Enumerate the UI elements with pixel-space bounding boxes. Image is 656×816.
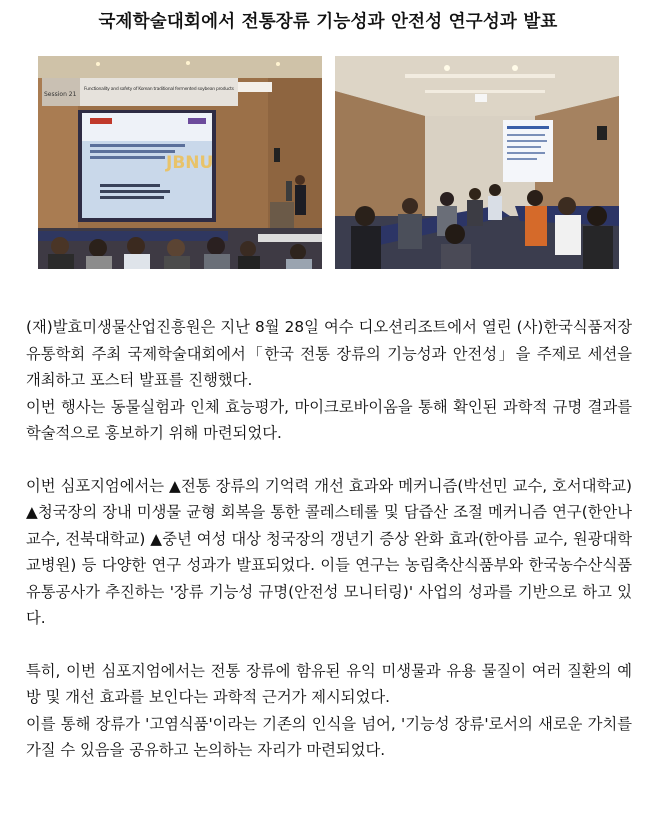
- article-body: [26, 314, 632, 764]
- paragraph-2: 이번 행사는 동물실험과 인체 효능평가, 마이크로바이옴을 통해 확인된 과학적 규명 결과를 학술적으로 홍보하기 위해 마련되었다.: [26, 397, 632, 442]
- paragraph-4: 특히, 이번 심포지엄에서는 전통 장류에 함유된 유익 미생물과 유용 물질이 여러 질환의 예방 및 개선 효과를 보인다는 과학적 근거가 제시되었다.: [26, 661, 632, 706]
- paragraph-3: 이번 심포지엄에서는 ▲전통 장류의 기억력 개선 효과와 메커니즘(박선민 교수, 호서대학교) ▲청국장의 장내 미생물 균형 회복을 통한 콜레스테롤 및 담즙산 조절 메커니즘 연구(한안나 교수, 전북대학교) ▲중년 여성 대상 청국장의 갱년기 증상 완화 효과(한아름 교수, 원광대학교병원) 등 다양한 연구 성과가 발표되었다. 이들 연구는 농림축산식품부와 한국농수산식품유통공사가 추진하는 '장류 기능성 규명(안전성 모니터링)' 사업의 성과를 기반으로 하고 있다.: [26, 476, 632, 627]
- banner-title: Functionality and safety of Korean traditional fermented soybean products: [84, 87, 234, 92]
- paragraph-5: 이를 통해 장류가 '고염식품'이라는 기존의 인식을 넘어, '기능성 장류'로서의 새로운 가치를 가질 수 있음을 공유하고 논의하는 자리가 마련되었다.: [26, 714, 632, 759]
- audience-photo: [335, 56, 619, 269]
- paragraph-1: (재)발효미생물산업진흥원은 지난 8월 28일 여수 디오션리조트에서 열린 (사)한국식품저장유통학회 주최 국제학술대회에서「한국 전통 장류의 기능성과 안전성」을 주제로 세션을 개최하고 포스터 발표를 진행했다.: [26, 318, 632, 389]
- screen-logo: JBNU: [166, 153, 214, 173]
- session-photo: [38, 56, 322, 269]
- article-title: 국제학술대회에서 전통장류 기능성과 안전성 연구성과 발표: [98, 12, 558, 32]
- banner-session-label: Session 21: [44, 91, 77, 98]
